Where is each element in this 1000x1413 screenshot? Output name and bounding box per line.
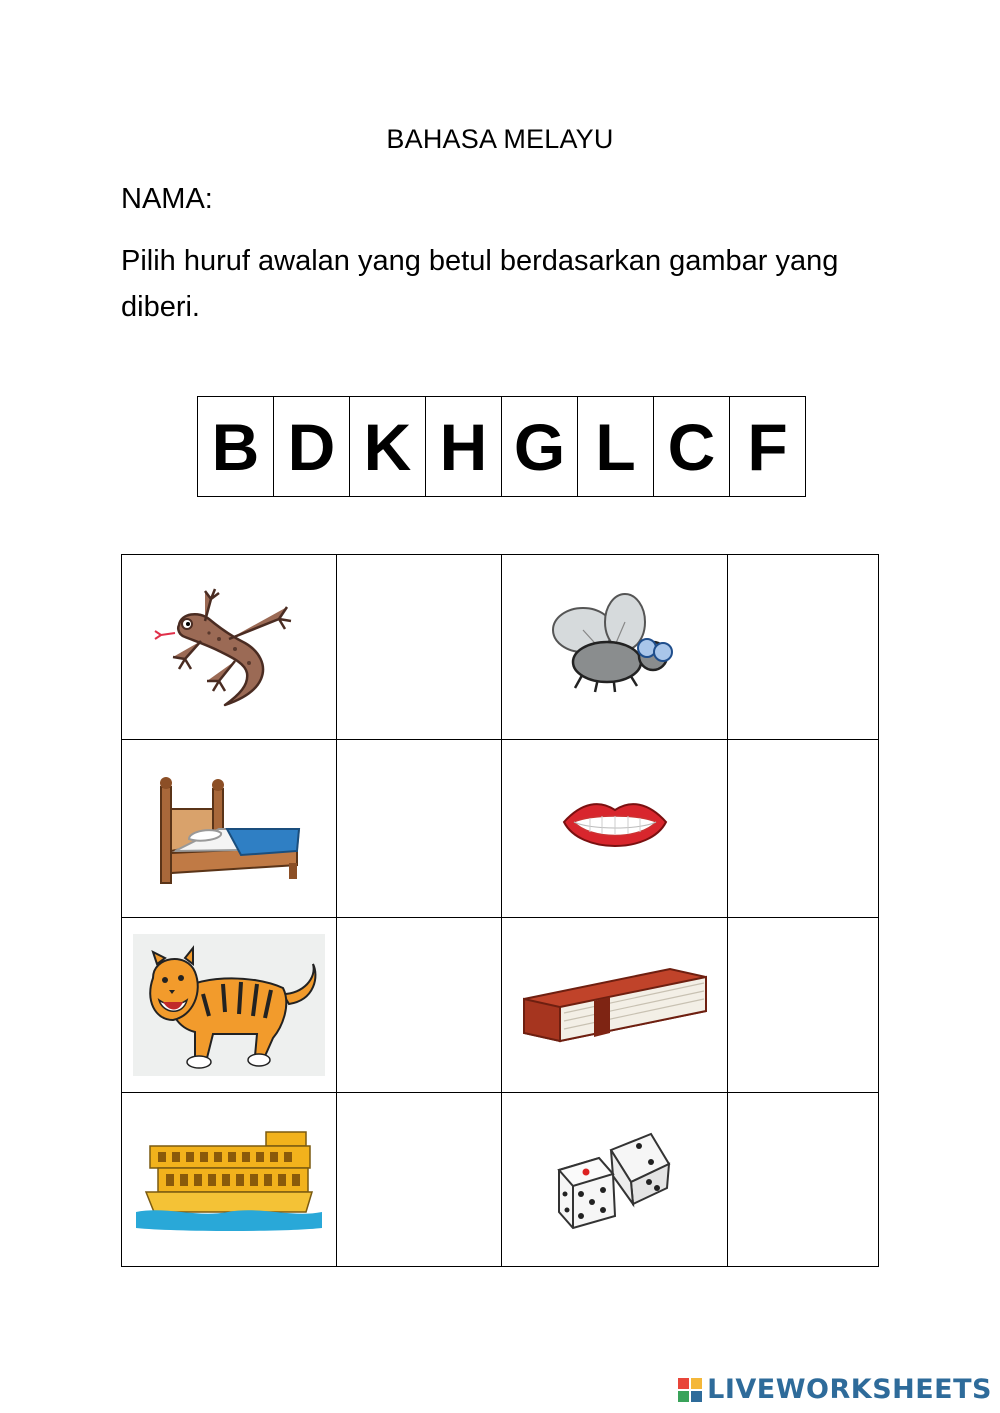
table-row xyxy=(122,555,879,740)
picture-cell xyxy=(502,740,728,918)
answer-box[interactable] xyxy=(728,555,879,740)
book-icon xyxy=(520,965,710,1045)
worksheet-title: BAHASA MELAYU xyxy=(386,124,614,154)
name-label: NAMA: xyxy=(121,183,213,215)
fly-icon xyxy=(545,592,685,702)
picture-cell xyxy=(502,1093,728,1267)
answer-box[interactable] xyxy=(728,918,879,1093)
letter-choice[interactable]: G xyxy=(502,397,578,496)
letter-choice[interactable]: H xyxy=(426,397,502,496)
picture-cell xyxy=(502,555,728,740)
bed-icon xyxy=(149,769,309,889)
letter-choice[interactable]: L xyxy=(578,397,654,496)
letter-choices xyxy=(197,396,806,497)
tiger-icon xyxy=(133,934,325,1076)
letter-choice[interactable]: K xyxy=(350,397,426,496)
picture-cell xyxy=(122,918,337,1093)
letter-choice[interactable]: C xyxy=(654,397,730,496)
answer-box[interactable] xyxy=(728,1093,879,1267)
answer-box[interactable] xyxy=(337,918,502,1093)
answer-grid xyxy=(121,554,879,1267)
picture-cell xyxy=(502,918,728,1093)
instruction-text: Pilih huruf awalan yang betul berdasarkan gambar yang diberi. xyxy=(121,245,839,323)
letter-choice[interactable]: D xyxy=(274,397,350,496)
letter-choice[interactable]: B xyxy=(198,397,274,496)
dice-icon xyxy=(555,1130,675,1230)
answer-box[interactable] xyxy=(337,740,502,918)
answer-box[interactable] xyxy=(337,555,502,740)
picture-cell xyxy=(122,740,337,918)
picture-cell xyxy=(122,555,337,740)
picture-cell xyxy=(122,1093,337,1267)
lizard-icon xyxy=(149,577,309,717)
answer-box[interactable] xyxy=(728,740,879,918)
liveworksheets-logo-icon xyxy=(677,1377,703,1403)
ferry-icon xyxy=(136,1128,322,1232)
lips-icon xyxy=(560,794,670,864)
liveworksheets-brand: LIVEWORKSHEETS xyxy=(707,1374,992,1405)
table-row xyxy=(122,740,879,918)
table-row xyxy=(122,1093,879,1267)
liveworksheets-logo xyxy=(677,1374,992,1405)
table-row xyxy=(122,918,879,1093)
answer-box[interactable] xyxy=(337,1093,502,1267)
letter-choice[interactable]: F xyxy=(747,409,788,484)
